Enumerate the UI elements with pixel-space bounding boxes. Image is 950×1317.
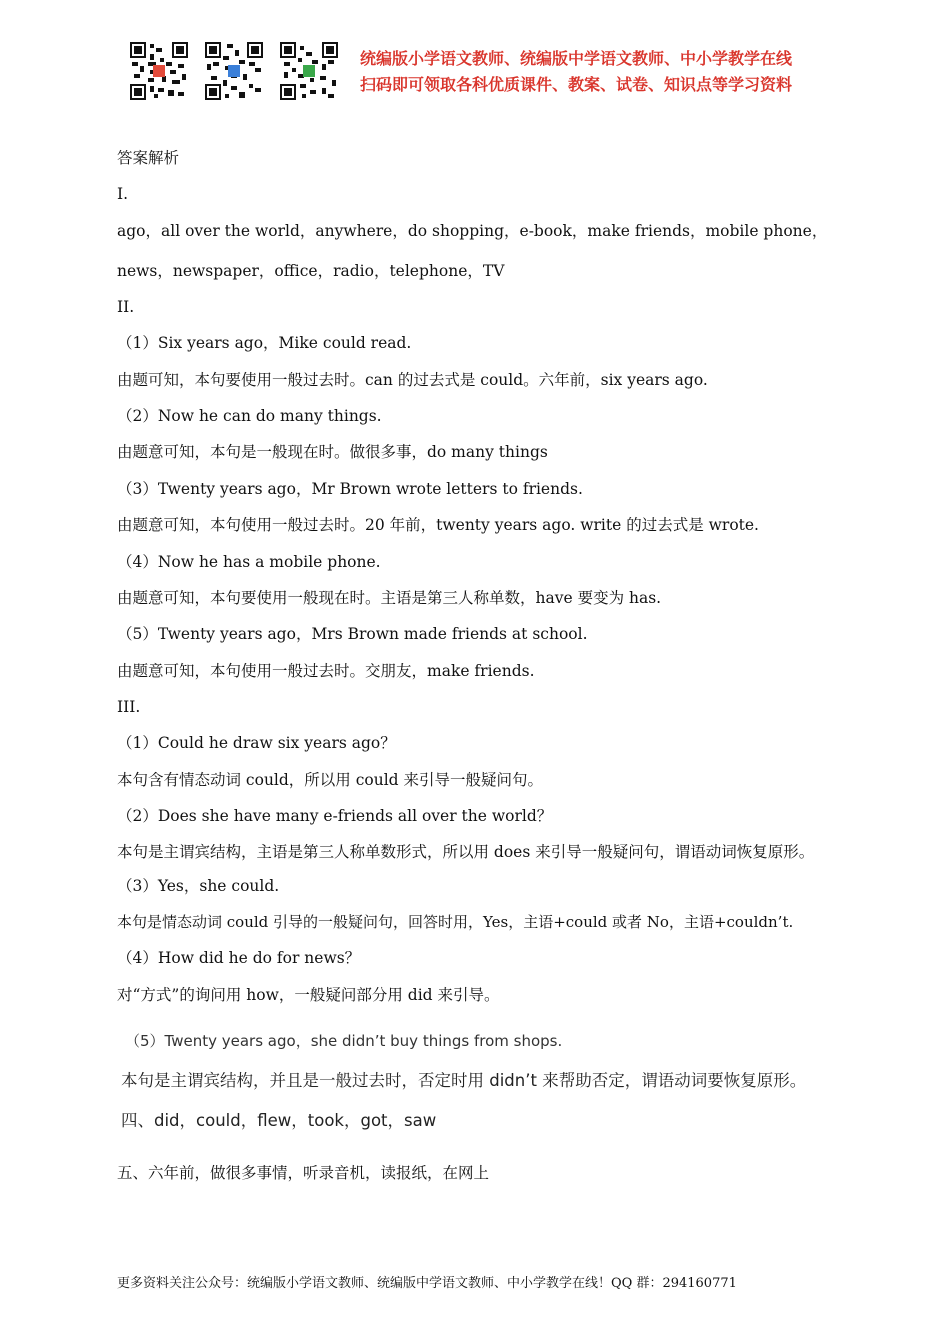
explanation-line: 由题可知，本句要使用一般过去时。can 的过去式是 could。六年前，six years ago.: [117, 370, 708, 389]
explanation-line: 本句是主谓宾结构，并且是一般过去时，否定时用 didn’t 来帮助否定，谓语动词要恢复原形。: [121, 1071, 807, 1091]
qr-code-icon: [130, 42, 188, 100]
explanation-line: 由题意可知，本句要使用一般现在时。主语是第三人称单数，have 要变为 has.: [117, 588, 662, 607]
question-line: （2）Does she have many e-friends all over the world？: [117, 807, 553, 826]
question-line: （5）Twenty years ago，Mrs Brown made friends at school.: [117, 625, 588, 644]
answer-section: [117, 144, 837, 1196]
explanation-line: 由题意可知，本句是一般现在时。做很多事，do many things: [117, 443, 548, 462]
explanation-line: 对“方式”的询问用 how，一般疑问部分用 did 来引导。: [117, 985, 500, 1004]
explanation-line: 由题意可知，本句使用一般过去时。20 年前，twenty years ago. write 的过去式是 wrote.: [117, 516, 759, 535]
explanation-line: 本句是主谓宾结构，主语是第三人称单数形式，所以用 does 来引导一般疑问句，谓语动词恢复原形。: [117, 842, 815, 861]
section-heading: II.: [117, 297, 135, 316]
question-line: （1）Could he draw six years ago？: [117, 734, 396, 753]
question-line: （3）Yes，she could.: [117, 876, 280, 895]
explanation-line: 本句含有情态动词 could，所以用 could 来引导一般疑问句。: [117, 770, 544, 789]
question-line: （4）Now he has a mobile phone.: [117, 552, 381, 571]
section-four-answers: 四、did，could，flew，took，got，saw: [121, 1111, 437, 1131]
qr-code-icon: [205, 42, 263, 100]
page-header: [130, 42, 830, 102]
header-promo: [360, 46, 792, 98]
question-line: （5）Twenty years ago，she didn’t buy things from shops.: [125, 1032, 563, 1051]
word-list: ago，all over the world，anywhere，do shopping，e-book，make friends，mobile phone，news，newspaper，office，radio，telephone，TV: [117, 221, 828, 280]
question-line: （4）How did he do for news？: [117, 949, 361, 968]
section-heading: I.: [117, 185, 129, 204]
header-line-2: 扫码即可领取各科优质课件、教案、试卷、知识点等学习资料: [360, 75, 793, 94]
explanation-line: 本句是情态动词 could 引导的一般疑问句，回答时用，Yes，主语+could 或者 No，主语+couldn’t.: [117, 913, 794, 932]
page-title: 答案解析: [117, 149, 180, 167]
question-line: （3）Twenty years ago，Mr Brown wrote letters to friends.: [117, 479, 583, 498]
question-line: （2）Now he can do many things.: [117, 406, 382, 425]
explanation-line: 由题意可知，本句使用一般过去时。交朋友，make friends.: [117, 661, 535, 680]
section-heading: III.: [117, 698, 141, 717]
section-five-answers: 五、六年前，做很多事情，听录音机，读报纸，在网上: [117, 1164, 490, 1183]
question-line: （1）Six years ago，Mike could read.: [117, 334, 412, 353]
scanned-image-block: [117, 1021, 837, 1141]
header-line-1: 统编版小学语文教师、统编版中学语文教师、中小学教学在线: [360, 49, 793, 68]
qr-code-icon: [280, 42, 338, 100]
page-footer: 更多资料关注公众号：统编版小学语文教师、统编版中学语文教师、中小学教学在线！QQ 群：294160771: [117, 1276, 737, 1291]
